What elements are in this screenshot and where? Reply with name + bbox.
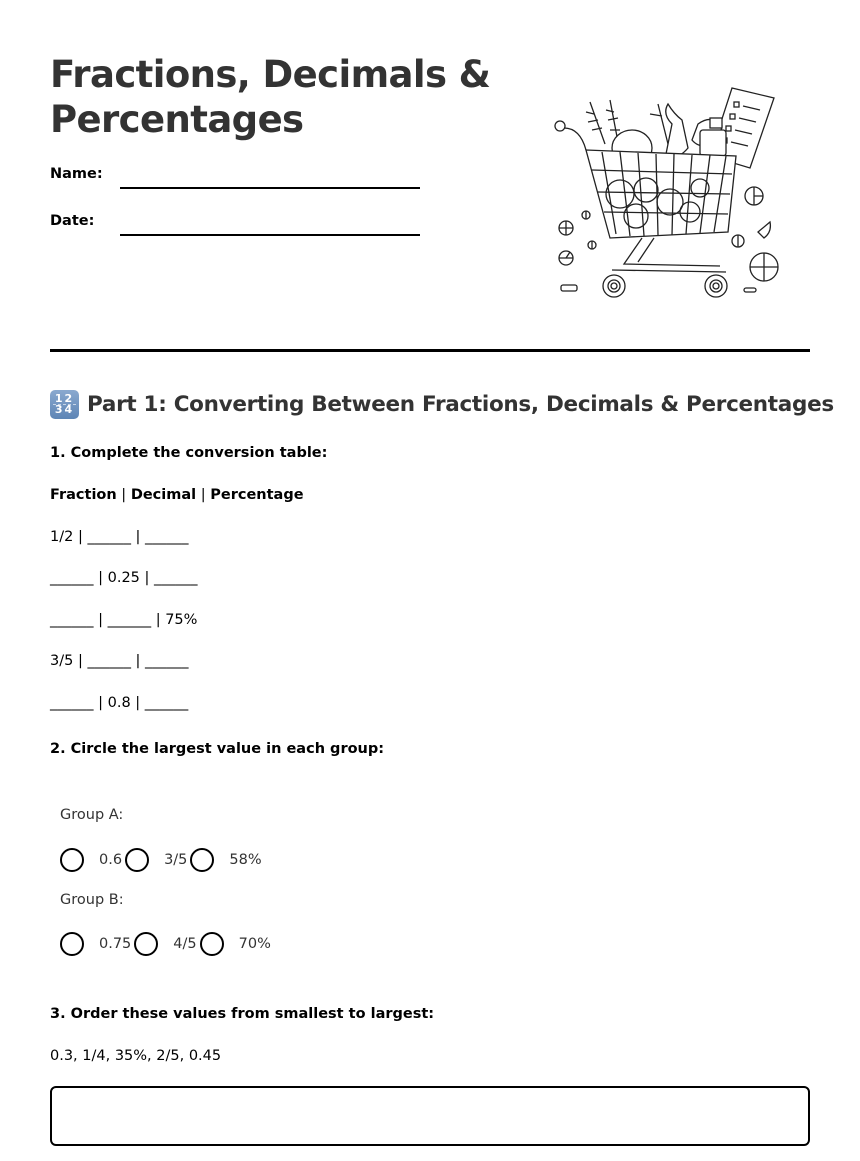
- option-label: 70%: [238, 936, 271, 952]
- part-1-heading: [50, 388, 834, 420]
- conversion-row[interactable]: ______ | 0.8 | ______: [50, 695, 189, 711]
- group-b-options: [60, 931, 274, 957]
- group-b-label: Group B:: [60, 892, 124, 908]
- values-to-order: 0.3, 1/4, 35%, 2/5, 0.45: [50, 1048, 222, 1064]
- header-fraction: Fraction: [50, 487, 117, 503]
- conversion-table-header: Fraction | Decimal | Percentage: [50, 487, 304, 503]
- option-label: 58%: [229, 852, 262, 868]
- conversion-row[interactable]: 1/2 | ______ | ______: [50, 529, 189, 545]
- option-radio[interactable]: [125, 848, 149, 872]
- option-radio[interactable]: [190, 848, 214, 872]
- date-label: Date:: [50, 213, 95, 229]
- section-divider: [50, 349, 810, 352]
- option-radio[interactable]: [60, 932, 84, 956]
- answer-box[interactable]: [50, 1086, 810, 1146]
- header-percentage: Percentage: [210, 487, 304, 503]
- date-field[interactable]: [120, 234, 420, 236]
- conversion-row[interactable]: 3/5 | ______ | ______: [50, 653, 189, 669]
- conversion-row[interactable]: ______ | 0.25 | ______: [50, 570, 198, 586]
- name-field[interactable]: [120, 187, 420, 189]
- option-label: 0.75: [99, 936, 132, 952]
- input-numbers-icon: 12 34: [50, 390, 79, 419]
- option-radio[interactable]: [134, 932, 158, 956]
- group-a-label: Group A:: [60, 807, 124, 823]
- group-a-options: [60, 847, 265, 873]
- option-radio[interactable]: [200, 932, 224, 956]
- name-label: Name:: [50, 166, 103, 182]
- header-decimal: Decimal: [130, 487, 197, 503]
- question-3-prompt: 3. Order these values from smallest to largest:: [50, 1006, 435, 1022]
- question-1-prompt: 1. Complete the conversion table:: [50, 445, 328, 461]
- page-title: Fractions, Decimals & Percentages: [50, 53, 491, 141]
- conversion-row[interactable]: ______ | ______ | 75%: [50, 612, 198, 628]
- option-label: 4/5: [173, 936, 197, 952]
- question-2-prompt: 2. Circle the largest value in each group:: [50, 741, 385, 757]
- option-radio[interactable]: [60, 848, 84, 872]
- part-1-title: Part 1: Converting Between Fractions, Decimals & Percentages: [87, 391, 834, 417]
- option-label: 3/5: [164, 852, 188, 868]
- shopping-cart-illustration: [550, 84, 786, 304]
- option-label: 0.6: [99, 852, 123, 868]
